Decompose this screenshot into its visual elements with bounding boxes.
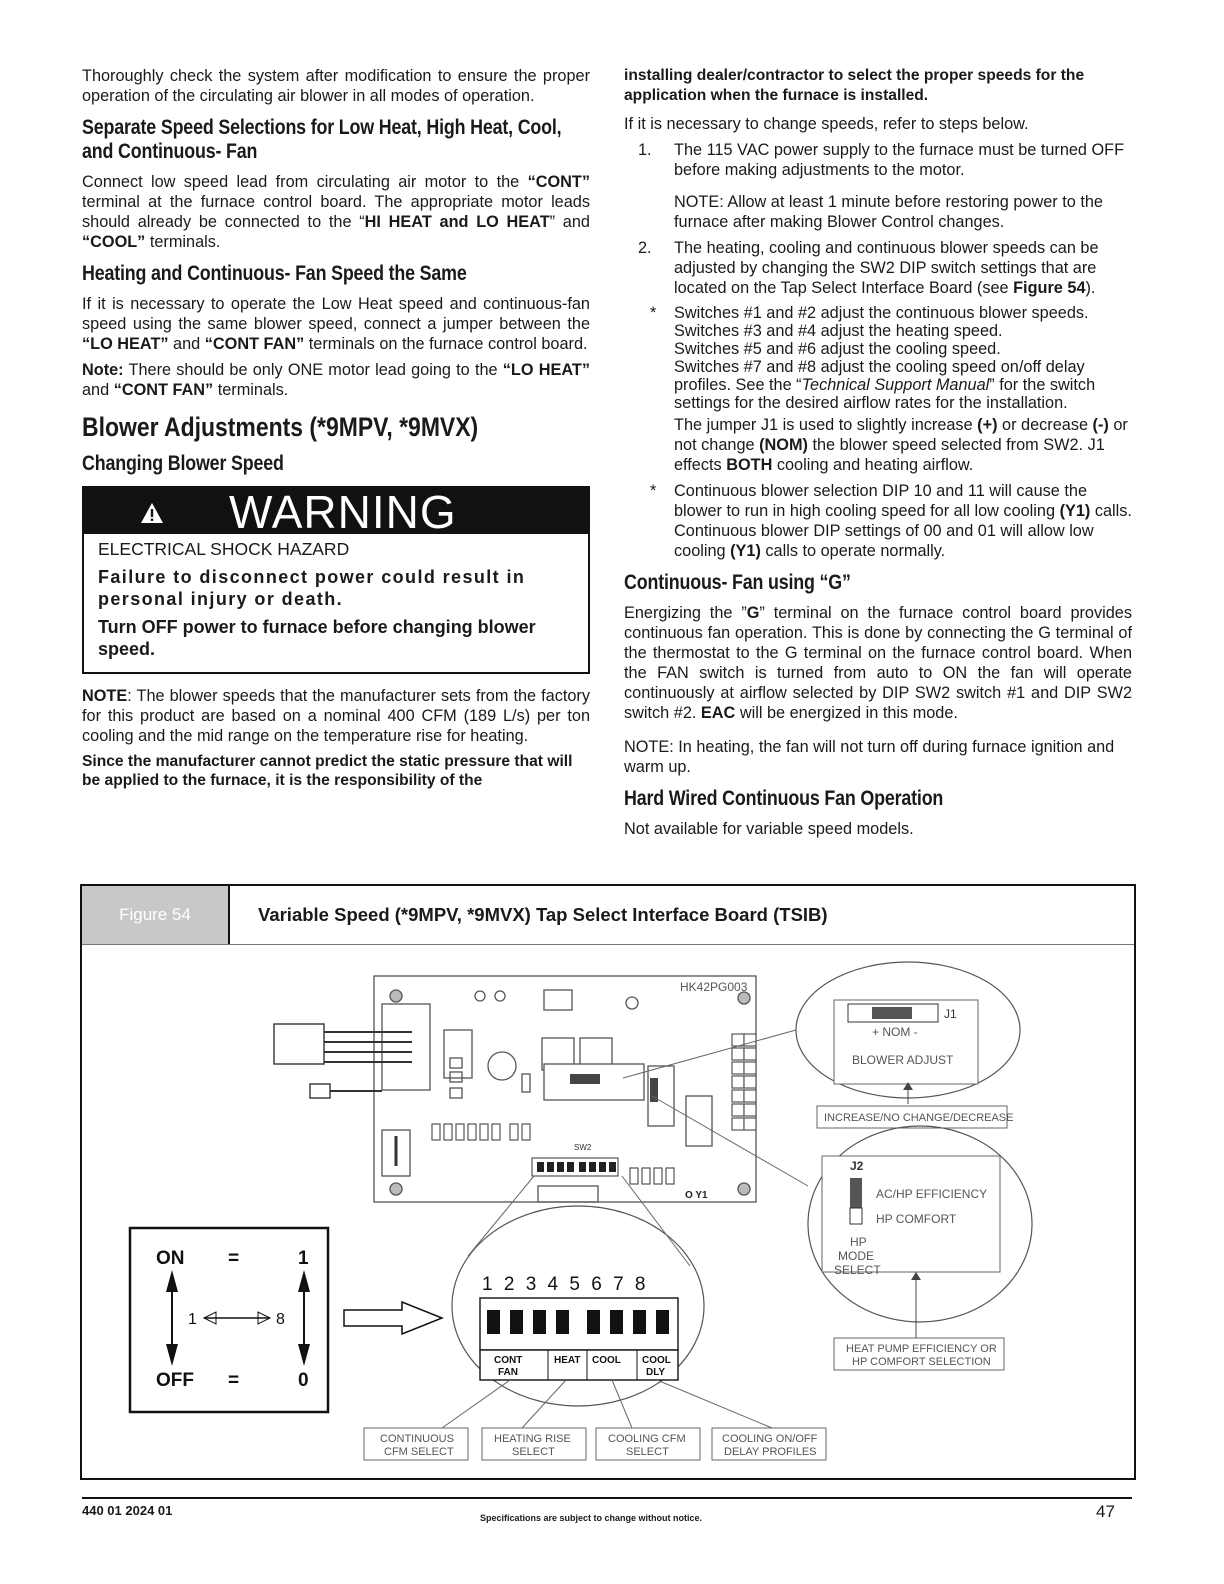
board-j1 xyxy=(570,1074,600,1084)
svg-text:O Y1: O Y1 xyxy=(685,1190,708,1201)
warning-line-2: Turn OFF power to furnace before changing blower speed. xyxy=(98,617,536,659)
step-2: 2. The heating, cooling and continuous blower speeds can be adjusted by changing the SW2 DIP switch settings that are located on the Tap Select Interface Board (see Figure 54). xyxy=(638,239,1099,297)
spec-note: Specifications are subject to change without notice. xyxy=(480,1513,703,1523)
svg-text:BLOWER ADJUST: BLOWER ADJUST xyxy=(852,1053,954,1067)
svg-text:=: = xyxy=(228,1248,240,1269)
svg-text:0: 0 xyxy=(298,1370,309,1391)
note-blower-speeds: NOTE: The blower speeds that the manufacturer sets from the factory for this product are based on a nominal 400 CFM (189 L/s) per ton cooling and the mid range on the temperature rise for heating. xyxy=(82,687,590,745)
svg-text:HP COMFORT: HP COMFORT xyxy=(876,1212,957,1226)
heading-heating-continuous: Heating and Continuous- Fan Speed the Same xyxy=(82,262,467,285)
footer-rule xyxy=(82,1497,1132,1499)
svg-text:CONT: CONT xyxy=(494,1355,523,1366)
hard-wired-paragraph: Not available for variable speed models. xyxy=(624,820,914,838)
sub-item-switches: * Switches #1 and #2 adjust the continuous blower speeds. Switches #3 and #4 adjust the heating speed. Switches #5 and #6 adjust the cooling speed. Switches #7 and #8 adjust the cooling speed on/off delay profiles. See the “Technical Support Manual” for the switch settings for the desired airflow rates for the installation. The jumper J1 is used to slightly increase (+) or decrease (-) or not change (NOM) the blower speed selected from SW2. J1 effects BOTH cooling and heating airflow. xyxy=(650,304,1128,474)
heading-hard-wired: Hard Wired Continuous Fan Operation xyxy=(624,787,944,810)
heating-paragraph: If it is necessary to operate the Low Heat speed and continuous-fan speed using the same blower speed, connect a jumper between the “LO HEAT” and “CONT FAN” terminals on the furnace control board. xyxy=(82,295,590,353)
sub-item-dip-10-11: * Continuous blower selection DIP 10 and 11 will cause the blower to run in high cooling speed for all low cooling (Y1) calls. Continuous blower DIP settings of 00 and 01 will allow low cooling (Y1) calls to operate normally. xyxy=(650,482,1132,560)
bold-static-pressure: Since the manufacturer cannot predict the static pressure that will be applied to the furnace, it is the responsibility of the xyxy=(82,753,573,789)
label-continuous: CONTINUOUS xyxy=(380,1433,454,1445)
svg-text:INCREASE/NO CHANGE/DECREASE: INCREASE/NO CHANGE/DECREASE xyxy=(824,1112,1014,1124)
warning-line-1: Failure to disconnect power could result in personal injury or death. xyxy=(98,567,526,609)
svg-text:1 2 3 4 5 6 7 8: 1 2 3 4 5 6 7 8 xyxy=(482,1274,649,1295)
label-cooling-onoff: COOLING ON/OFF xyxy=(722,1433,818,1445)
svg-text:HEAT PUMP EFFICIENCY OR: HEAT PUMP EFFICIENCY OR xyxy=(846,1343,997,1355)
label-heating-rise: HEATING RISE xyxy=(494,1433,571,1445)
warning-word: WARNING xyxy=(229,486,457,538)
figure-header xyxy=(82,886,1134,945)
heading-separate-speed: Separate Speed Selections for Low Heat, High Heat, Cool, and Continuous- Fan xyxy=(82,116,562,163)
heading-continuous-fan-g: Continuous- Fan using “G” xyxy=(624,571,851,594)
svg-text:AC/HP EFFICIENCY: AC/HP EFFICIENCY xyxy=(876,1187,988,1201)
left-column xyxy=(82,66,590,796)
tsib-diagram xyxy=(82,946,1134,1478)
document-number: 440 01 2024 01 xyxy=(82,1503,173,1518)
page-number: 47 xyxy=(1096,1502,1115,1521)
pointer-arrow xyxy=(344,1302,442,1334)
j2-callout xyxy=(652,1096,1032,1370)
intro-paragraph: Thoroughly check the system after modification to ensure the proper operation of the circulating air blower in all modes of operation. xyxy=(82,67,590,105)
svg-text:SW2: SW2 xyxy=(574,1143,592,1152)
svg-text:8: 8 xyxy=(276,1311,285,1328)
wiring-harness xyxy=(274,1024,412,1098)
warning-box xyxy=(82,486,590,674)
svg-text:+ NOM -: + NOM - xyxy=(872,1025,918,1039)
svg-text:HP COMFORT SELECTION: HP COMFORT SELECTION xyxy=(852,1356,991,1368)
sw2-callout xyxy=(442,1176,772,1428)
heading-changing-blower-speed: Changing Blower Speed xyxy=(82,452,284,475)
svg-text:COOL: COOL xyxy=(642,1355,671,1366)
svg-text:HP: HP xyxy=(850,1235,867,1249)
svg-text:DLY: DLY xyxy=(646,1367,666,1378)
label-cooling-cfm: COOLING CFM xyxy=(608,1433,686,1445)
warning-hazard: ELECTRICAL SHOCK HAZARD xyxy=(98,539,350,559)
label-cfm-select: CFM SELECT xyxy=(384,1446,454,1458)
figure-54 xyxy=(80,884,1136,1480)
svg-text:MODE: MODE xyxy=(838,1249,874,1263)
figure-label: Figure 54 xyxy=(82,886,230,944)
warning-triangle-icon xyxy=(140,502,164,524)
warning-header xyxy=(84,486,588,538)
right-column xyxy=(624,66,1132,845)
separate-speed-paragraph: Connect low speed lead from circulating air motor to the “CONT” terminal at the furnace control board. The appropriate motor leads should already be connected to the “HI HEAT and LO HEAT” and “COOL” terminals. xyxy=(82,173,590,251)
bold-installing-dealer: installing dealer/contractor to select the proper speeds for the application when the furnace is installed. xyxy=(624,67,1085,104)
svg-text:1: 1 xyxy=(188,1311,197,1328)
svg-text:OFF: OFF xyxy=(156,1370,194,1391)
label-delay-profiles: DELAY PROFILES xyxy=(724,1446,817,1458)
svg-text:ON: ON xyxy=(156,1248,185,1269)
continuous-fan-paragraph: Energizing the ”G” terminal on the furnace control board provides continuous fan operation. This is done by connecting the G terminal of the thermostat to the G terminal on the furnace control board. When the FAN switch is turned from auto to ON the fan will operate continuously at airflow selected by DIP SW2 switch #1 and DIP SW2 switch #2. EAC will be energized in this mode. xyxy=(624,604,1132,722)
svg-text:1: 1 xyxy=(298,1248,309,1269)
note-heating-fan: NOTE: In heating, the fan will not turn off during furnace ignition and warm up. xyxy=(624,738,1115,776)
note-one-lead: Note: There should be only ONE motor lead going to the “LO HEAT” and “CONT FAN” terminals. xyxy=(82,361,590,399)
label-heating-select: SELECT xyxy=(512,1446,555,1458)
figure-title: Variable Speed (*9MPV, *9MVX) Tap Select Interface Board (TSIB) xyxy=(258,904,828,925)
svg-text:J1: J1 xyxy=(944,1007,957,1021)
svg-text:J2: J2 xyxy=(850,1159,864,1173)
on-off-legend xyxy=(130,1228,328,1412)
svg-text:COOL: COOL xyxy=(592,1355,621,1366)
svg-text:=: = xyxy=(228,1370,240,1391)
if-necessary-paragraph: If it is necessary to change speeds, refer to steps below. xyxy=(624,115,1029,133)
label-cooling-select: SELECT xyxy=(626,1446,669,1458)
heading-blower-adjustments: Blower Adjustments (*9MPV, *9MVX) xyxy=(82,412,479,442)
board-id: HK42PG003 xyxy=(680,980,748,994)
svg-text:HEAT: HEAT xyxy=(554,1355,581,1366)
svg-text:FAN: FAN xyxy=(498,1367,518,1378)
board-sw2 xyxy=(532,1143,708,1201)
svg-text:SELECT: SELECT xyxy=(834,1263,881,1277)
step-1: 1. The 115 VAC power supply to the furnace must be turned OFF before making adjustments to the motor. xyxy=(638,141,1125,179)
step-1-note: NOTE: Allow at least 1 minute before restoring power to the furnace after making Blower Control changes. xyxy=(674,193,1103,231)
